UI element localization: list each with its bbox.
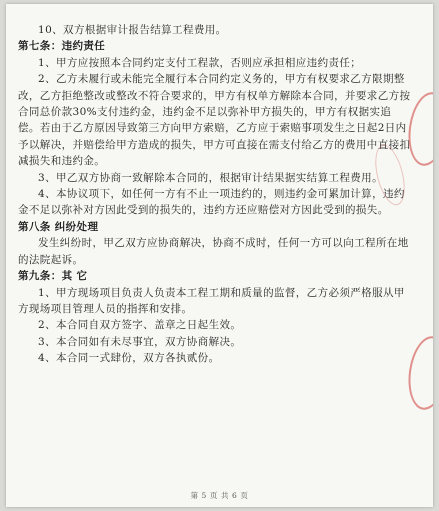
section-heading: 第九条：其 它	[18, 270, 88, 283]
clause-paragraph: 3、本合同如有未尽事宜，双方协商解决。	[38, 335, 242, 348]
section-heading: 第七条：违约责任	[18, 40, 106, 53]
clause-paragraph: 3、甲乙双方协商一致解除本合同的，根据审计结果据实结算工程费用。	[38, 171, 383, 184]
clause-paragraph: 2、本合同自双方签字、盖章之日起生效。	[38, 319, 242, 332]
contract-body	[18, 22, 412, 367]
clause-paragraph: 1、甲方应按照本合同约定支付工程款，否则应承担相应违约责任；	[38, 56, 362, 69]
clause-paragraph: 2、乙方未履行或未能完全履行本合同约定义务的，甲方有权要求乙方限期整改，乙方拒绝整改或整改不符合要求的，甲方有权单方解除本合同，并要求乙方按合同总价款30%支付违约金，违约金不足以弥补甲方损失的，甲方有权据实追偿。若由于乙方原因导致第三方向甲方索赔，乙方应于索赔事项发生之日起2日内予以解决，并赔偿给甲方造成的损失，甲方可直接在需支付给乙方的费用中直接扣减损失和违约金。	[18, 73, 411, 168]
page-number-footer: 第 5 页 共 6 页	[190, 491, 249, 500]
section-heading: 第八条 纠纷处理	[18, 220, 99, 233]
document-page	[6, 4, 433, 507]
clause-paragraph: 1、甲方现场项目负责人负责本工程工期和质量的监督，乙方必须严格服从甲方现场项目管理人员的指挥和安排。	[18, 286, 405, 315]
clause-paragraph: 4、本协议项下，如任何一方有不止一项违约的，则违约金可累加计算，违约金不足以弥补对方因此受到的损失的，违约方还应赔偿对方因此受到的损失。	[18, 188, 405, 217]
clause-paragraph: 10、双方根据审计报告结算工程费用。	[38, 24, 227, 36]
clause-paragraph: 发生纠纷时，甲乙双方应协商解决，协商不成时，任何一方可以向工程所在地的法院起诉。	[18, 237, 409, 266]
clause-paragraph: 4、本合同一式肆份，双方各执贰份。	[38, 352, 220, 365]
